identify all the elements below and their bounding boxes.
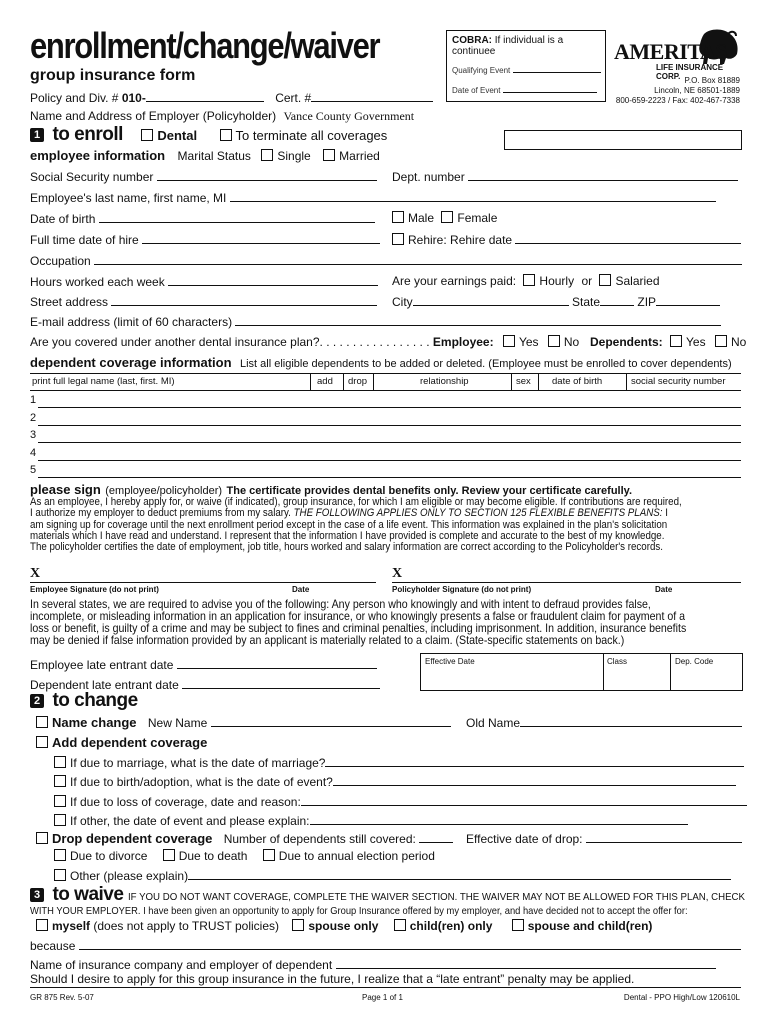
waive-spouse-checkbox[interactable] — [292, 919, 304, 931]
hourly-checkbox[interactable] — [523, 274, 535, 286]
occupation-field[interactable] — [94, 253, 742, 265]
cobra-box: COBRA: If individual is a continuee Qualifying Event Date of Event — [446, 30, 606, 102]
employer-row: Name and Address of Employer (Policyholder) Vance County Government — [30, 109, 415, 123]
death-checkbox[interactable] — [163, 849, 175, 861]
dependent-table-header — [30, 373, 741, 391]
other-event-checkbox[interactable] — [54, 814, 66, 826]
col-drop: drop — [348, 376, 368, 387]
dependent-late-entrant-field[interactable] — [182, 677, 380, 689]
enroll-info-box[interactable] — [504, 130, 742, 150]
table-row[interactable]: 1 — [30, 394, 741, 412]
dependent-coverage-header: dependent coverage information List all eligible dependents to be added or deleted. (Employee must be enrolled to cover dependents) — [30, 355, 732, 370]
authorization-text: As an employee, I hereby apply for, or waive (if indicated), group insurance, for which I am eligible or may become eligible. If contributions are required, I authorize my employer to deduct premiums from my salary. THE FOLLOWING APPLIES ONLY TO SECTION 125 FLEXIBLE BENEFITS PLANS: I am signing up for coverage until the next enrollment period except in the case of a life event. This information was explained in the plan's solicitation materials which I have read and understand. I represent that the information I have provided is complete and accurate to the best of my knowledge. The policyholder certifies the date of employment, job title, hours worked and salary information are correct according to the Policyholder's records. — [30, 496, 682, 554]
dependents-covered-no-checkbox[interactable] — [715, 335, 727, 347]
table-row[interactable]: 5 — [30, 464, 741, 482]
policyholder-signature-line[interactable] — [392, 582, 741, 583]
company-address: P.O. Box 81889 Lincoln, NE 68501-1889 800-659-2223 / Fax: 402-467-7338 — [615, 76, 740, 105]
col-name: print full legal name (last, first. MI) — [32, 376, 175, 387]
col-dob: date of birth — [552, 376, 603, 387]
date-of-event-field[interactable] — [503, 84, 597, 93]
state-field[interactable] — [600, 294, 634, 306]
col-relationship: relationship — [420, 376, 469, 387]
waive-children-checkbox[interactable] — [394, 919, 406, 931]
waive-spouse-children-checkbox[interactable] — [512, 919, 524, 931]
section-number: 1 — [30, 128, 44, 142]
dependent-rows — [30, 394, 741, 482]
table-row[interactable]: 3 — [30, 429, 741, 447]
col-sex: sex — [516, 376, 531, 387]
male-checkbox[interactable] — [392, 211, 404, 223]
email-field[interactable] — [235, 314, 721, 326]
employee-covered-yes-checkbox[interactable] — [503, 335, 515, 347]
old-name-field[interactable] — [520, 715, 742, 727]
employee-late-entrant-field[interactable] — [177, 657, 377, 669]
late-entrant-note: Should I desire to apply for this group insurance in the future, I realize that a “late entrant” penalty may be applied. — [30, 972, 635, 986]
section-enroll-header: 1 to enroll Dental To terminate all coverages — [30, 124, 387, 146]
policyholder-signature-label: Policyholder Signature (do not print) — [392, 585, 532, 594]
other-event-field[interactable] — [310, 813, 688, 825]
col-add: add — [317, 376, 333, 387]
loss-coverage-field[interactable] — [301, 794, 747, 806]
table-row[interactable]: 4 — [30, 447, 741, 465]
single-checkbox[interactable] — [261, 149, 273, 161]
form-number: GR 875 Rev. 5-07 — [30, 993, 94, 1002]
drop-dependent-checkbox[interactable] — [36, 832, 48, 844]
female-checkbox[interactable] — [441, 211, 453, 223]
fraud-warning: In several states, we are required to advise you of the following: Any person who knowingly and with intent to defraud provides false, incomplete, or misleading information in an application for insurance, or who knowingly presents a false or fraudulent claim for payment of a loss or benefit, is guilty of a crime and may be subject to fines and criminal penalties, including imprisonment. In addition, insurance benefits may be denied if false information provided by an applicant is materially related to a claim. (State-specific statements on back.) — [30, 597, 687, 647]
waive-myself-checkbox[interactable] — [36, 919, 48, 931]
table-row[interactable]: 2 — [30, 412, 741, 430]
drop-date-field[interactable] — [586, 831, 742, 843]
add-dependent-checkbox[interactable] — [36, 736, 48, 748]
hours-field[interactable] — [168, 274, 378, 286]
employee-signature-label: Employee Signature (do not print) — [30, 585, 159, 594]
dental-checkbox[interactable] — [141, 129, 153, 141]
qualifying-event-field[interactable] — [513, 64, 601, 73]
city-field[interactable] — [413, 294, 569, 306]
form-subtitle: group insurance form — [30, 67, 196, 84]
rehire-checkbox[interactable] — [392, 233, 404, 245]
form-title: enrollment/change/waiver — [30, 25, 380, 66]
zip-field[interactable] — [656, 294, 720, 306]
policy-row: Policy and Div. # 010- Cert. # — [30, 90, 433, 105]
section-waive-header: 3 to waive IF YOU DO NOT WANT COVERAGE, COMPLETE THE WAIVER SECTION. THE WAIVER MAY NOT BE ALLOWED FOR THIS PLAN, CHECK — [30, 884, 770, 906]
marriage-checkbox[interactable] — [54, 756, 66, 768]
sign-header: please sign (employee/policyholder) The certificate provides dental benefits only. Review your certificate carefully. — [30, 482, 633, 497]
page-number: Page 1 of 1 — [362, 993, 403, 1002]
marriage-date-field[interactable] — [325, 755, 744, 767]
birth-date-field[interactable] — [333, 774, 736, 786]
street-field[interactable] — [111, 294, 377, 306]
terminate-checkbox[interactable] — [220, 129, 232, 141]
employee-signature-line[interactable] — [30, 582, 376, 583]
rehire-date-field[interactable] — [515, 232, 741, 244]
form-code: Dental - PPO High/Low 120610L — [623, 993, 740, 1002]
ameritas-logo — [612, 28, 742, 81]
dept-number-field[interactable] — [468, 169, 738, 181]
company-tagline: LIFE INSURANCE CORP. — [656, 63, 724, 81]
col-ssn: social security number — [631, 376, 726, 387]
new-name-field[interactable] — [211, 715, 451, 727]
annual-election-checkbox[interactable] — [263, 849, 275, 861]
waive-reason-field[interactable] — [79, 938, 741, 950]
insurer-name-field[interactable] — [336, 957, 716, 969]
birth-adoption-checkbox[interactable] — [54, 775, 66, 787]
ssn-field[interactable] — [157, 169, 377, 181]
policy-number-field[interactable] — [146, 90, 264, 102]
married-checkbox[interactable] — [323, 149, 335, 161]
employer-value[interactable]: Vance County Government — [283, 109, 415, 123]
loss-coverage-checkbox[interactable] — [54, 795, 66, 807]
other-drop-field[interactable] — [188, 868, 731, 880]
cert-number-field[interactable] — [311, 90, 433, 102]
office-use-box: Effective Date Class Dep. Code — [420, 653, 743, 691]
company-name: AMERITAS — [614, 39, 727, 64]
dob-field[interactable] — [99, 211, 375, 223]
divorce-checkbox[interactable] — [54, 849, 66, 861]
dependents-covered-yes-checkbox[interactable] — [670, 335, 682, 347]
section-change-header: 2 to change — [30, 690, 138, 712]
employee-info-row: employee information Marital Status Single Married — [30, 148, 380, 163]
name-change-checkbox[interactable] — [36, 716, 48, 728]
other-drop-checkbox[interactable] — [54, 869, 66, 881]
employee-covered-no-checkbox[interactable] — [548, 335, 560, 347]
salaried-checkbox[interactable] — [599, 274, 611, 286]
hire-date-field[interactable] — [142, 232, 380, 244]
waiver-text: WITH YOUR EMPLOYER. I have been given an opportunity to apply for Group Insurance offered by my employer, and have decided not to accept the offer for: — [30, 906, 688, 917]
dependents-count-field[interactable] — [419, 831, 453, 843]
employee-name-field[interactable] — [230, 190, 716, 202]
